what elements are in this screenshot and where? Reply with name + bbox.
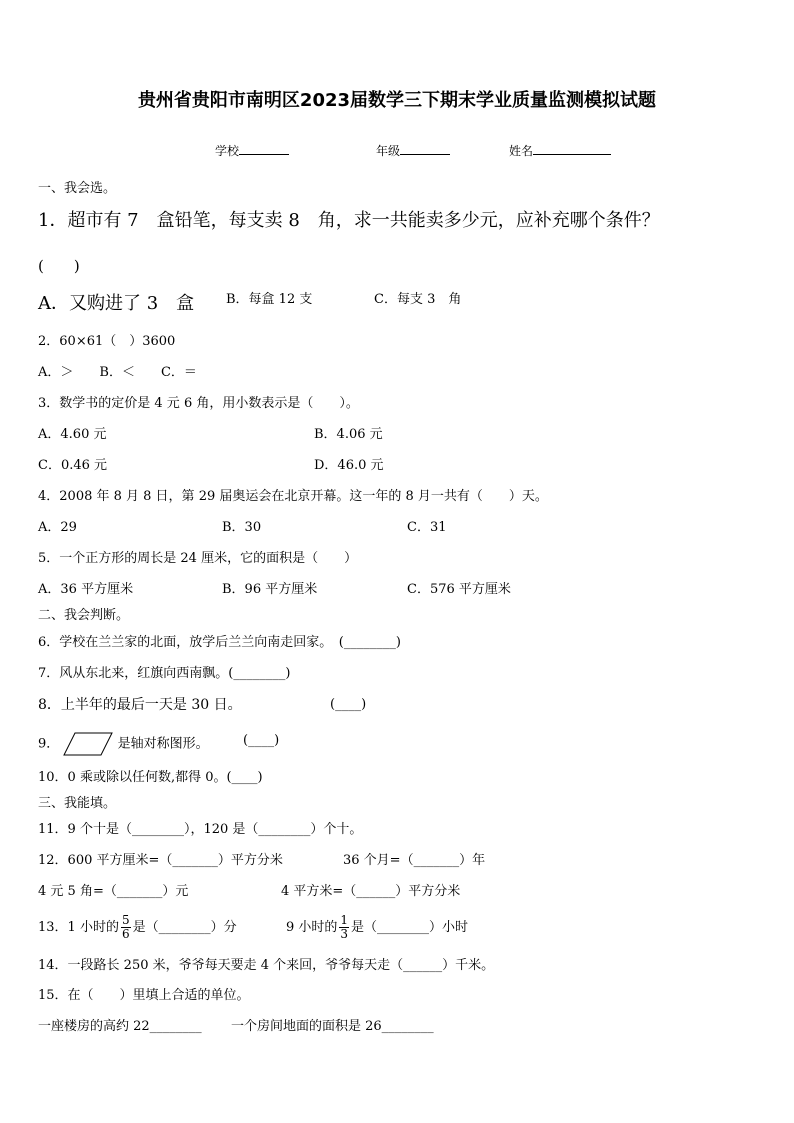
q13-part-b: 9 小时的 $\frac{1}{3}$ 是（________）小时 [286, 913, 469, 941]
q5-option-a: A．36 平方厘米 [38, 582, 134, 597]
q1-option-a: A．又购进了 3 盒 [38, 293, 195, 314]
q12-part-c: 4 元 5 角=（_______）元 [38, 884, 189, 899]
q9-number: 9． [38, 736, 60, 752]
q2-stem: 2．60×61（ ）3600 [38, 334, 176, 349]
q4-stem: 4．2008 年 8 月 8 日，第 29 届奥运会在北京开幕。这一年的 8 月一共有（ ）天。 [38, 489, 548, 504]
fraction-5-6: $\frac{5}{6}$ [121, 913, 130, 941]
q10-statement: 10．0 乘或除以任何数,都得 0。(____) [38, 770, 263, 785]
q9-answer-paren: (____) [243, 733, 280, 748]
q8-answer-paren: (____) [330, 697, 367, 712]
q5-stem: 5．一个正方形的周长是 24 厘米，它的面积是（ ） [38, 551, 358, 566]
q1-option-b: B．每盒 12 支 [226, 292, 313, 307]
q5-option-b: B．96 平方厘米 [222, 582, 318, 597]
school-field [215, 142, 289, 159]
section-heading-2: 二、我会判断。 [38, 608, 130, 623]
q2-options: A．＞ B．＜ C．＝ [38, 365, 197, 380]
school-blank[interactable] [239, 142, 289, 155]
school-label: 学校 [215, 144, 240, 158]
q9-text: 是轴对称图形。 [117, 736, 209, 752]
q4-option-b: B．30 [222, 520, 262, 535]
q4-option-c: C．31 [407, 520, 447, 535]
q14-text: 14．一段路长 250 米，爷爷每天要走 4 个来回，爷爷每天走（______）千米。 [38, 958, 495, 973]
q1-option-c: C．每支 3 角 [374, 292, 462, 307]
q11-text: 11．9 个十是（________），120 是（________）个十。 [38, 822, 363, 837]
q7-statement: 7．风从东北来，红旗向西南飘。(________) [38, 666, 291, 681]
q13-part-a: 13．1 小时的 $\frac{5}{6}$ 是（________）分 [38, 913, 237, 941]
q3-stem: 3．数学书的定价是 4 元 6 角，用小数表示是（ ）。 [38, 396, 359, 411]
page-title: 贵州省贵阳市南明区2023届数学三下期末学业质量监测模拟试题 [137, 90, 657, 111]
q12-part-b: 36 个月=（_______）年 [343, 853, 486, 868]
section-heading-1: 一、我会选。 [38, 181, 117, 196]
grade-blank[interactable] [400, 142, 450, 155]
q6-statement: 6．学校在兰兰家的北面，放学后兰兰向南走回家。 (________) [38, 635, 401, 650]
section-heading-3: 三、我能填。 [38, 796, 117, 811]
grade-label: 年级 [376, 144, 401, 158]
q3-option-d: D．46.0 元 [314, 458, 384, 473]
q12-part-a: 12．600 平方厘米=（_______）平方分米 [38, 853, 283, 868]
q4-option-a: A．29 [38, 520, 77, 535]
grade-field [376, 142, 450, 159]
q5-option-c: C．576 平方厘米 [407, 582, 511, 597]
q1-answer-paren: ( ) [38, 257, 80, 275]
q3-option-a: A．4.60 元 [38, 427, 107, 442]
q15-stem: 15．在（ ）里填上合适的单位。 [38, 988, 250, 1003]
fraction-1-3: $\frac{1}{3}$ [340, 913, 349, 941]
q8-statement: 8．上半年的最后一天是 30 日。 [38, 697, 242, 713]
q3-option-b: B．4.06 元 [314, 427, 383, 442]
q1-stem: 1．超市有 7 盒铅笔，每支卖 8 角，求一共能卖多少元，应补充哪个条件？ [38, 210, 660, 231]
name-label: 姓名 [509, 144, 534, 158]
q3-option-c: C．0.46 元 [38, 458, 108, 473]
q15-part-a: 一座楼房的高约 22________ [38, 1019, 202, 1034]
name-field [509, 142, 611, 159]
q12-part-d: 4 平方米=（______）平方分米 [281, 884, 461, 899]
parallelogram-icon [63, 732, 113, 756]
q15-part-b: 一个房间地面的面积是 26________ [231, 1019, 434, 1034]
name-blank[interactable] [533, 142, 611, 155]
q9-statement [38, 732, 209, 756]
